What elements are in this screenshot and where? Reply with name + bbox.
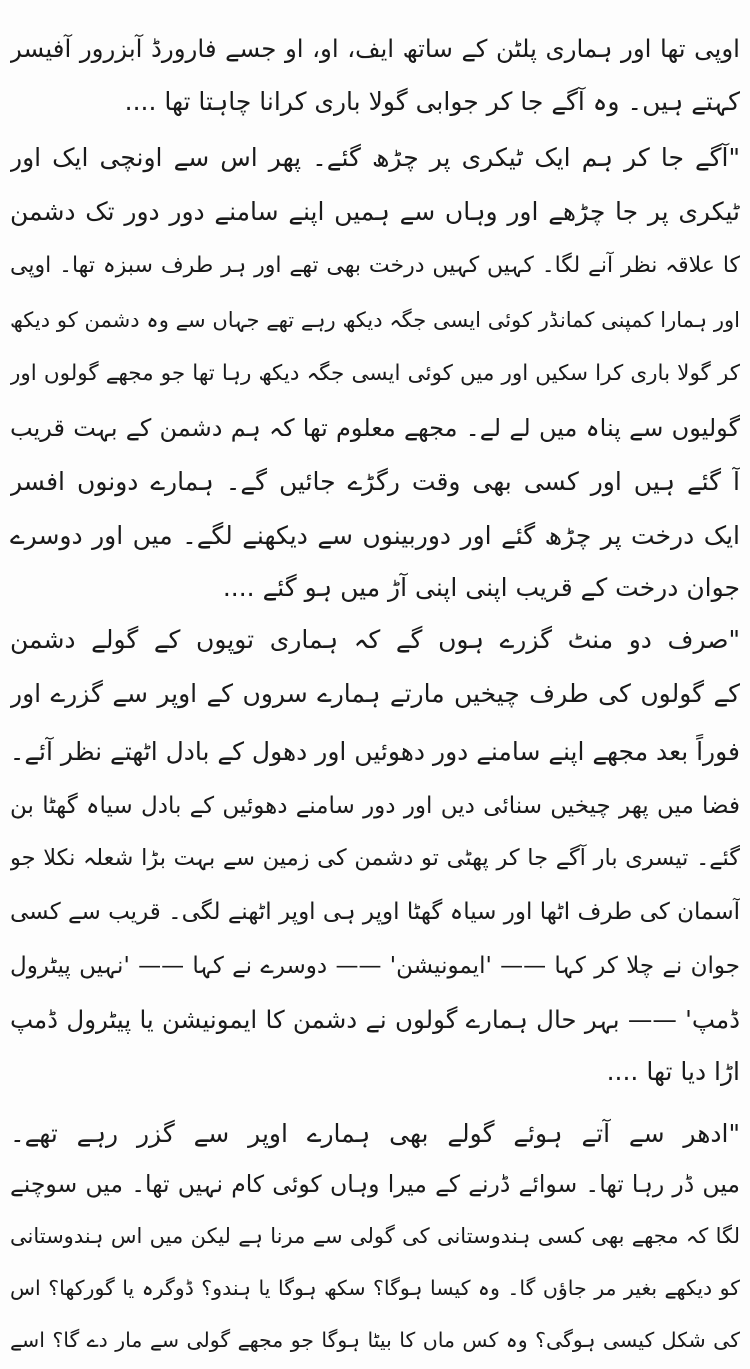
text-line: گولیوں سے پناہ میں لے لے۔ مجھے معلوم تھا کہ ہم دشمن کے بہت قریب bbox=[10, 414, 740, 442]
text-line: کا علاقہ نظر آنے لگا۔ کہیں کہیں درخت بھی تھے اور ہر طرف سبزہ تھا۔ اوپی bbox=[10, 253, 740, 278]
text-line: اور ہمارا کمپنی کمانڈر کوئی ایسی جگہ دیکھ رہے تھے جہاں سے وہ دشمن کو دیکھ bbox=[10, 308, 740, 332]
text-line: کی شکل کیسی ہوگی؟ وہ کس ماں کا بیٹا ہوگا جو مجھے گولی سے مار دے گا؟ اسے bbox=[10, 1328, 740, 1352]
text-line: جوان نے چلا کر کہا —— 'ایمونیشن' —— دوسرے نے کہا —— 'نہیں پیٹرول bbox=[10, 953, 740, 979]
text-line: آسمان کی طرف اٹھا اور سیاہ گھٹا اوپر ہی اوپر اٹھنے لگی۔ قریب سے کسی bbox=[10, 899, 740, 925]
text-line: آ گئے ہیں اور کسی بھی وقت رگڑے جائیں گے۔ ہمارے دونوں افسر bbox=[10, 467, 740, 496]
text-line: "ادھر سے آتے ہوئے گولے بھی ہمارے اوپر سے گزر رہے تھے۔ bbox=[10, 1119, 740, 1148]
text-line: اوپی تھا اور ہماری پلٹن کے ساتھ ایف، او، او جسے فارورڈ آبزرور آفیسر bbox=[10, 34, 740, 63]
text-line: گئے۔ تیسری بار آگے جا کر پھٹی تو دشمن کی زمین سے بہت بڑا شعلہ نکلا جو bbox=[10, 845, 740, 871]
text-line: "صرف دو منٹ گزرے ہوں گے کہ ہماری توپوں کے گولے دشمن bbox=[10, 625, 740, 654]
text-line: اڑا دیا تھا .... bbox=[606, 1057, 740, 1086]
text-line: ٹیکری پر جا چڑھے اور وہاں سے ہمیں اپنے سامنے دور دور تک دشمن bbox=[10, 197, 740, 226]
text-line: ایک درخت پر چڑھ گئے اور دوربینوں سے دیکھنے لگے۔ میں اور دوسرے bbox=[10, 521, 740, 550]
text-line: کو دیکھے بغیر مر جاؤں گا۔ وہ کیسا ہوگا؟ سکھ ہوگا یا ہندو؟ ڈوگرہ یا گورکھا؟ اس bbox=[10, 1276, 740, 1300]
text-line: کر گولا باری کرا سکیں اور میں کوئی ایسی جگہ دیکھ رہا تھا جو مجھے گولوں اور bbox=[10, 361, 740, 386]
text-line: جوان درخت کے قریب اپنی اپنی آڑ میں ہو گئے .... bbox=[222, 573, 740, 602]
text-line: ڈمپ' —— بہر حال ہمارے گولوں نے دشمن کا ایمونیشن یا پیٹرول ڈمپ bbox=[10, 1005, 740, 1034]
text-line: فوراً بعد مجھے اپنے سامنے دور دھوئیں اور دھول کے بادل اٹھتے نظر آئے۔ bbox=[10, 737, 740, 766]
text-line: میں ڈر رہا تھا۔ سوائے ڈرنے کے میرا وہاں کوئی کام نہیں تھا۔ میں سوچنے bbox=[10, 1170, 740, 1198]
text-line: کہتے ہیں۔ وہ آگے جا کر جوابی گولا باری کرانا چاہتا تھا .... bbox=[124, 87, 740, 116]
text-line: "آگے جا کر ہم ایک ٹیکری پر چڑھ گئے۔ پھر اس سے اونچی ایک اور bbox=[10, 143, 740, 172]
text-line: کے گولوں کی طرف چیخیں مارتے ہمارے سروں کے اوپر سے گزرے اور bbox=[10, 679, 740, 708]
text-line: فضا میں پھر چیخیں سنائی دیں اور دور سامنے دھوئیں کے بادل سیاہ گھٹا بن bbox=[10, 793, 740, 819]
text-line: لگا کہ مجھے بھی کسی ہندوستانی کی گولی سے مرنا ہے لیکن میں اس ہندوستانی bbox=[10, 1224, 740, 1248]
